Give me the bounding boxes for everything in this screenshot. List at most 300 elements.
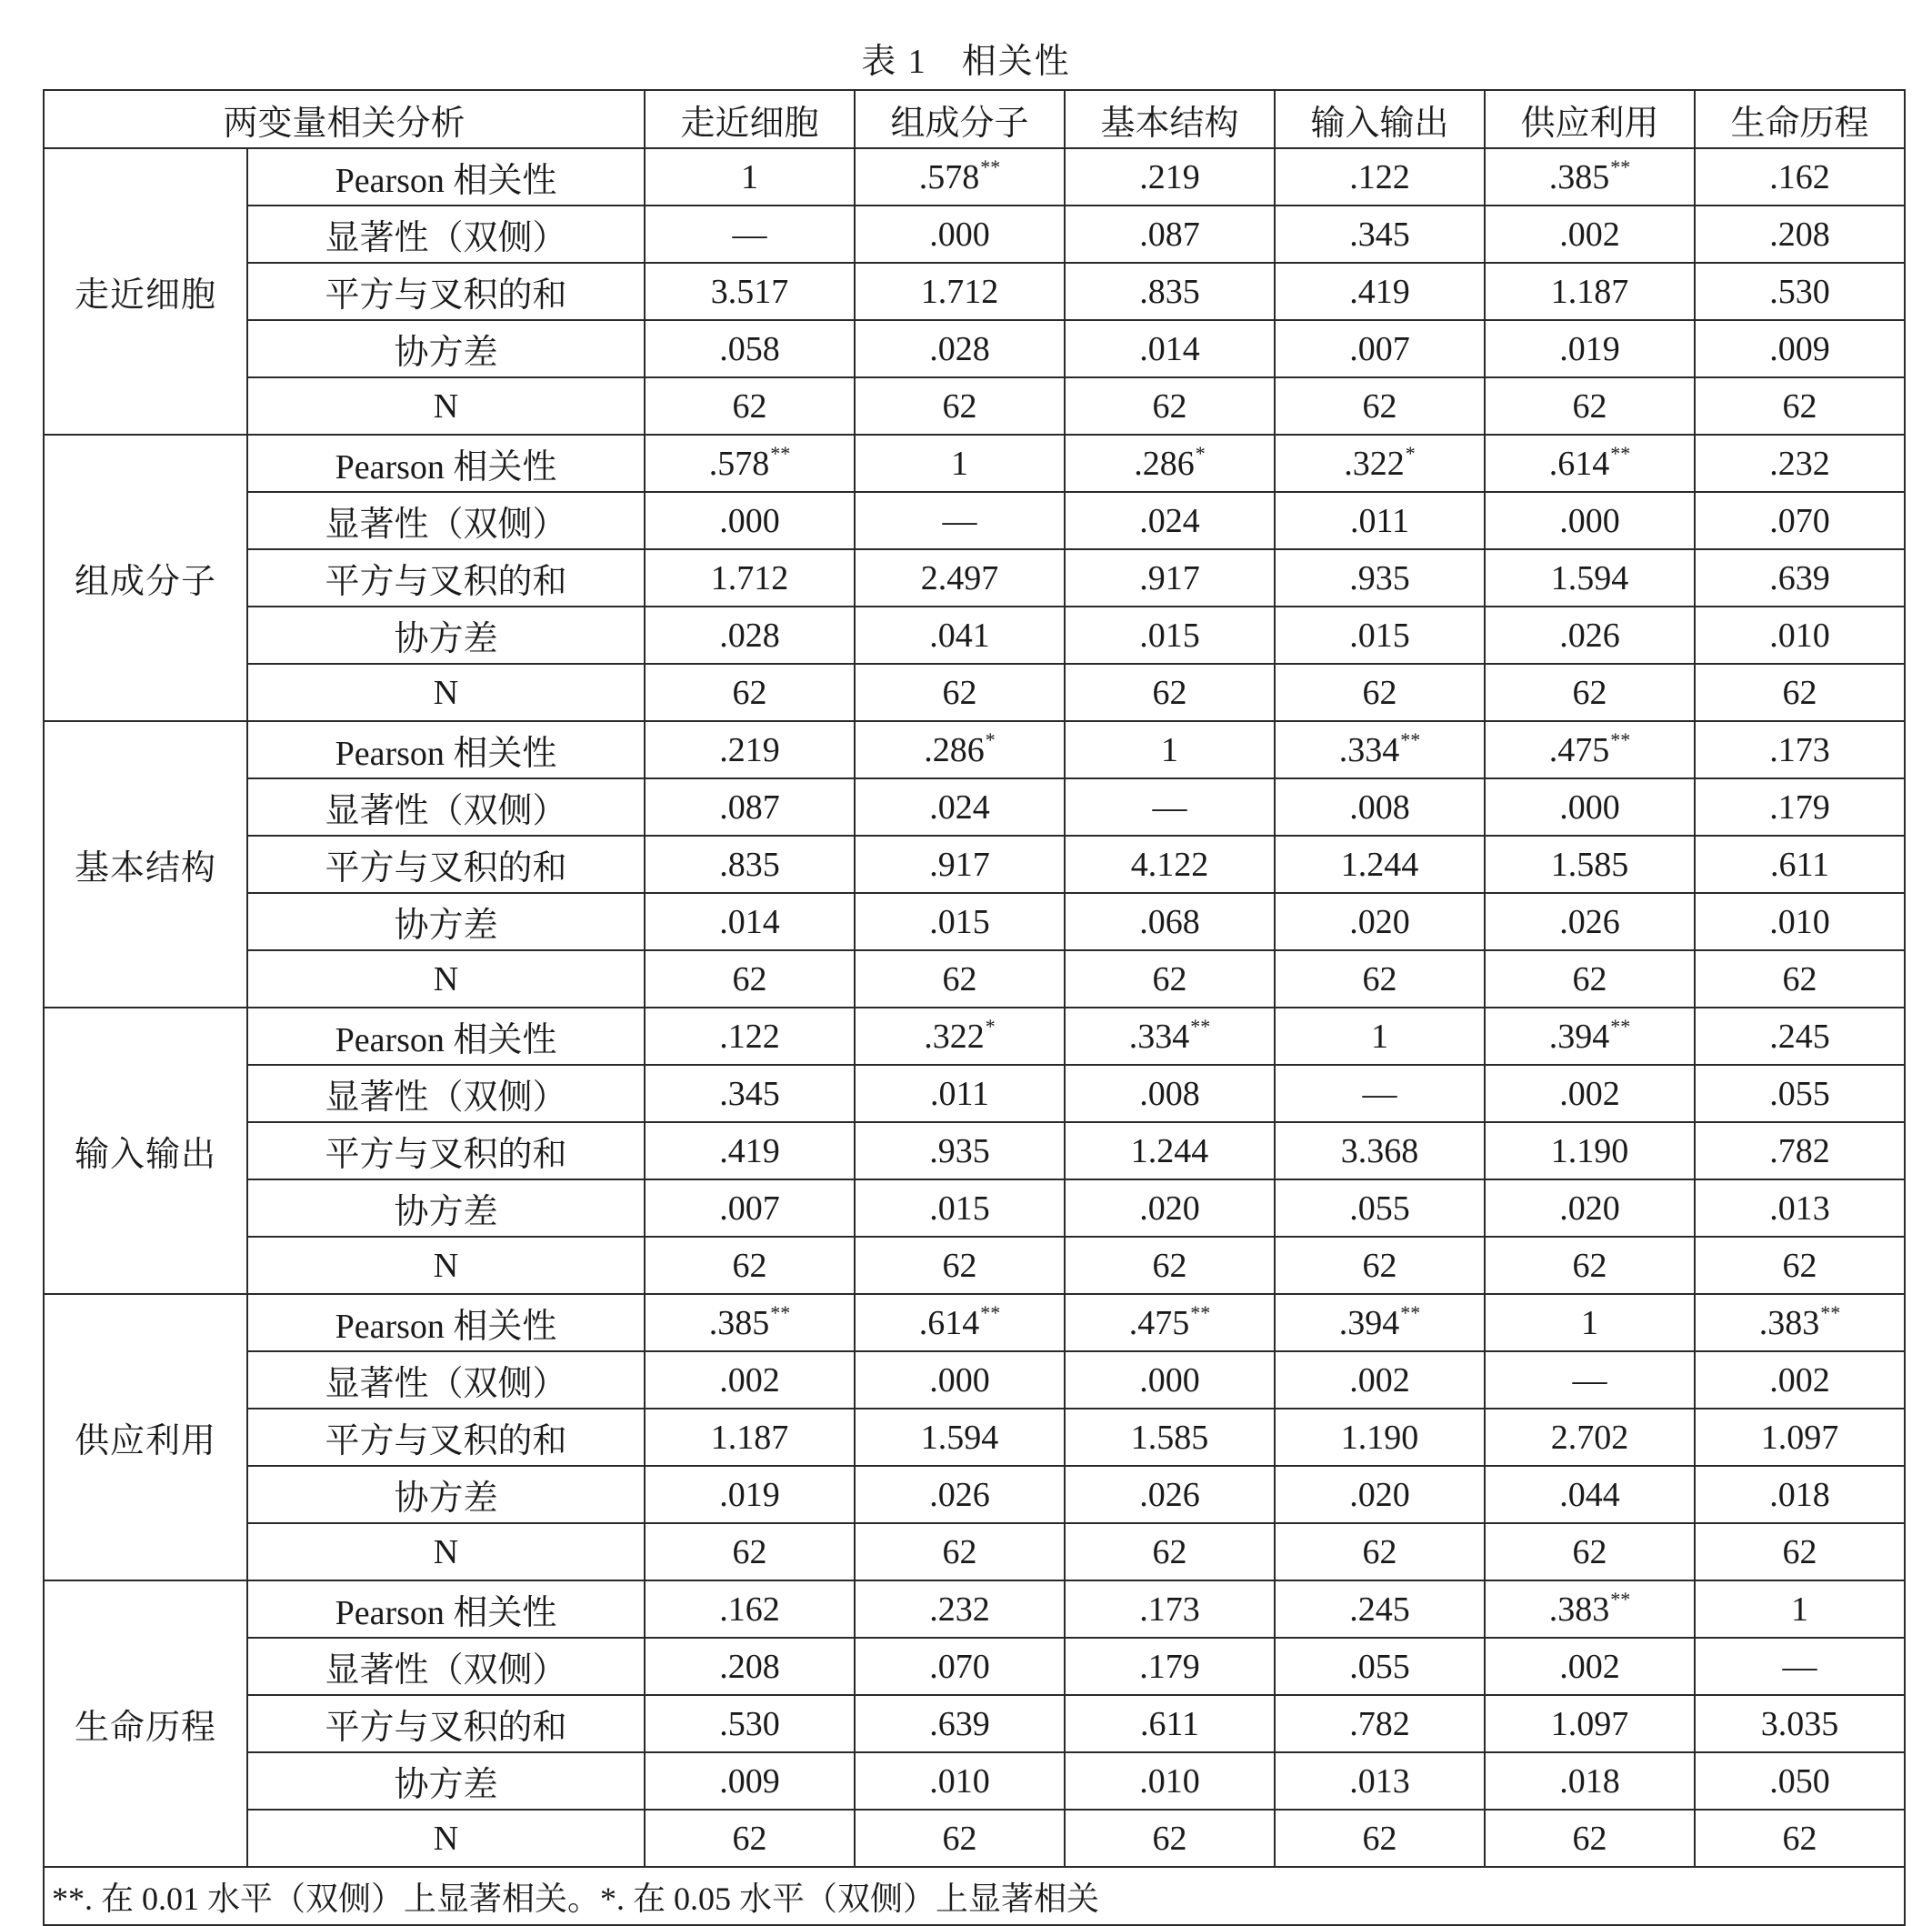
cell-value: 62 bbox=[732, 1532, 767, 1571]
table-row bbox=[44, 1810, 1905, 1867]
table-row bbox=[44, 778, 1905, 836]
column-header: 供应利用 bbox=[1485, 90, 1695, 148]
value-cell bbox=[1065, 492, 1275, 549]
value-cell bbox=[1485, 435, 1695, 492]
value-cell bbox=[855, 950, 1065, 1008]
stat-label: 显著性（双侧） bbox=[247, 206, 645, 263]
cell-value: .010 bbox=[1769, 616, 1830, 655]
value-cell bbox=[1275, 1237, 1485, 1294]
significance-mark: ** bbox=[980, 155, 1001, 178]
stat-label: 协方差 bbox=[247, 893, 645, 950]
value-cell bbox=[1695, 607, 1905, 664]
table-row bbox=[44, 1351, 1905, 1409]
value-cell bbox=[1275, 836, 1485, 893]
cell-value: 62 bbox=[732, 386, 767, 426]
cell-value: .219 bbox=[719, 730, 780, 769]
cell-value: .530 bbox=[719, 1704, 780, 1743]
cell-value: .015 bbox=[929, 902, 990, 941]
cell-value: .026 bbox=[1559, 902, 1620, 941]
value-cell bbox=[1695, 1065, 1905, 1122]
value-cell bbox=[645, 1122, 855, 1179]
cell-value: .009 bbox=[719, 1761, 780, 1801]
value-cell bbox=[855, 1008, 1065, 1065]
value-cell bbox=[1695, 1638, 1905, 1695]
table-row bbox=[44, 950, 1905, 1008]
cell-value: .002 bbox=[1769, 1360, 1830, 1399]
cell-value: .394 bbox=[1548, 1017, 1610, 1056]
value-cell bbox=[1695, 1008, 1905, 1065]
value-cell bbox=[1065, 1065, 1275, 1122]
value-cell bbox=[1485, 1179, 1695, 1237]
value-cell bbox=[855, 664, 1065, 721]
value-cell bbox=[1275, 1810, 1485, 1867]
value-cell bbox=[1485, 1695, 1695, 1752]
cell-value: 62 bbox=[1572, 1819, 1607, 1858]
cell-value: 62 bbox=[1362, 1246, 1397, 1285]
table-row bbox=[44, 836, 1905, 893]
value-cell bbox=[1695, 1580, 1905, 1638]
cell-value: .383 bbox=[1758, 1303, 1820, 1342]
cell-value: .179 bbox=[1139, 1647, 1200, 1686]
value-cell bbox=[1275, 1122, 1485, 1179]
cell-value: 1.712 bbox=[920, 272, 999, 311]
cell-value: .345 bbox=[1349, 215, 1410, 254]
value-cell bbox=[855, 836, 1065, 893]
value-cell bbox=[855, 435, 1065, 492]
cell-value: .179 bbox=[1769, 787, 1830, 827]
value-cell bbox=[1485, 1466, 1695, 1523]
significance-mark: ** bbox=[1190, 1300, 1211, 1324]
value-cell bbox=[1275, 778, 1485, 836]
cell-value: .010 bbox=[1139, 1761, 1200, 1801]
cell-value: .000 bbox=[1139, 1360, 1200, 1399]
value-cell bbox=[1695, 1810, 1905, 1867]
cell-value: 62 bbox=[1152, 673, 1187, 712]
value-cell bbox=[645, 1237, 855, 1294]
cell-value: .383 bbox=[1548, 1590, 1610, 1629]
value-cell bbox=[1065, 435, 1275, 492]
cell-value: .000 bbox=[1559, 787, 1620, 827]
value-cell bbox=[645, 263, 855, 320]
value-cell bbox=[1485, 1810, 1695, 1867]
cell-value: 62 bbox=[1782, 1246, 1817, 1285]
cell-value: 62 bbox=[732, 673, 767, 712]
value-cell bbox=[855, 1122, 1065, 1179]
value-cell bbox=[1485, 1409, 1695, 1466]
value-cell bbox=[855, 1179, 1065, 1237]
stat-label: Pearson 相关性 bbox=[247, 435, 645, 492]
significance-mark: ** bbox=[1400, 1300, 1421, 1324]
cell-value: .011 bbox=[1349, 501, 1410, 540]
value-cell bbox=[1275, 148, 1485, 206]
cell-value: .018 bbox=[1559, 1761, 1620, 1801]
cell-value: .002 bbox=[1559, 1647, 1620, 1686]
value-cell bbox=[855, 1695, 1065, 1752]
value-cell bbox=[1065, 320, 1275, 377]
cell-value: .011 bbox=[929, 1074, 990, 1113]
table-row bbox=[44, 206, 1905, 263]
value-cell bbox=[1485, 1351, 1695, 1409]
stat-label: 协方差 bbox=[247, 1752, 645, 1810]
cell-value: .000 bbox=[1559, 501, 1620, 540]
table-row bbox=[44, 435, 1905, 492]
cell-value: .475 bbox=[1128, 1303, 1190, 1342]
cell-value: .015 bbox=[1349, 616, 1410, 655]
cell-value: .162 bbox=[719, 1590, 780, 1629]
value-cell bbox=[1275, 1065, 1485, 1122]
value-cell bbox=[1695, 1122, 1905, 1179]
value-cell bbox=[1065, 206, 1275, 263]
value-cell bbox=[645, 607, 855, 664]
value-cell bbox=[1485, 1008, 1695, 1065]
value-cell bbox=[1275, 893, 1485, 950]
cell-value: .000 bbox=[929, 215, 990, 254]
value-cell bbox=[1275, 263, 1485, 320]
value-cell bbox=[855, 549, 1065, 607]
cell-value: 1 bbox=[1581, 1303, 1599, 1342]
cell-value: .385 bbox=[708, 1303, 770, 1342]
value-cell bbox=[855, 1237, 1065, 1294]
value-cell bbox=[645, 1008, 855, 1065]
cell-value: 4.122 bbox=[1130, 845, 1209, 884]
cell-value: .419 bbox=[719, 1131, 780, 1170]
cell-value: .419 bbox=[1349, 272, 1410, 311]
cell-value: .055 bbox=[1769, 1074, 1830, 1113]
value-cell bbox=[855, 320, 1065, 377]
cell-value: .530 bbox=[1769, 272, 1830, 311]
value-cell bbox=[1275, 206, 1485, 263]
stat-label: N bbox=[247, 1523, 645, 1580]
cell-value: 62 bbox=[1362, 673, 1397, 712]
value-cell bbox=[1485, 950, 1695, 1008]
cell-value: 62 bbox=[1362, 959, 1397, 998]
value-cell bbox=[645, 1409, 855, 1466]
table-number: 表 1 bbox=[861, 43, 927, 81]
stat-label: 平方与叉积的和 bbox=[247, 549, 645, 607]
value-cell bbox=[1695, 721, 1905, 778]
cell-value: 62 bbox=[732, 959, 767, 998]
cell-value: 1.190 bbox=[1550, 1131, 1629, 1170]
value-cell bbox=[1485, 148, 1695, 206]
value-cell bbox=[645, 206, 855, 263]
cell-value: .002 bbox=[1559, 1074, 1620, 1113]
value-cell bbox=[1695, 206, 1905, 263]
cell-value: .286 bbox=[924, 730, 985, 769]
table-row bbox=[44, 320, 1905, 377]
cell-value: .917 bbox=[1139, 558, 1200, 597]
value-cell bbox=[1275, 1638, 1485, 1695]
cell-value: 1 bbox=[741, 157, 759, 196]
cell-value: .026 bbox=[1559, 616, 1620, 655]
cell-value: .000 bbox=[929, 1360, 990, 1399]
cell-value: 62 bbox=[1572, 1532, 1607, 1571]
value-cell bbox=[1065, 1466, 1275, 1523]
cell-value: 62 bbox=[1572, 673, 1607, 712]
cell-value: 1.712 bbox=[710, 558, 789, 597]
significance-mark: ** bbox=[980, 1300, 1001, 1324]
significance-mark: * bbox=[985, 1014, 996, 1038]
cell-value: 62 bbox=[1152, 1246, 1187, 1285]
value-cell bbox=[1065, 1179, 1275, 1237]
column-header: 组成分子 bbox=[855, 90, 1065, 148]
value-cell bbox=[1485, 1065, 1695, 1122]
cell-value: .835 bbox=[1139, 272, 1200, 311]
stat-label: N bbox=[247, 377, 645, 435]
significance-mark: ** bbox=[1820, 1300, 1841, 1324]
value-cell bbox=[645, 1695, 855, 1752]
cell-value: — bbox=[1152, 787, 1187, 827]
cell-value: 62 bbox=[942, 1532, 977, 1571]
value-cell bbox=[855, 1638, 1065, 1695]
value-cell bbox=[645, 1810, 855, 1867]
cell-value: .639 bbox=[1769, 558, 1830, 597]
value-cell bbox=[855, 1580, 1065, 1638]
group-label: 生命历程 bbox=[44, 1580, 247, 1867]
value-cell bbox=[1485, 492, 1695, 549]
cell-value: .007 bbox=[1349, 329, 1410, 368]
cell-value: .245 bbox=[1769, 1017, 1830, 1056]
value-cell bbox=[1275, 1466, 1485, 1523]
cell-value: .020 bbox=[1559, 1189, 1620, 1228]
value-cell bbox=[1485, 377, 1695, 435]
cell-value: 1.187 bbox=[1550, 272, 1629, 311]
value-cell bbox=[1485, 893, 1695, 950]
value-cell bbox=[1275, 607, 1485, 664]
stat-label: 显著性（双侧） bbox=[247, 492, 645, 549]
cell-value: .122 bbox=[719, 1017, 780, 1056]
cell-value: .010 bbox=[929, 1761, 990, 1801]
value-cell bbox=[1695, 148, 1905, 206]
table-row bbox=[44, 1752, 1905, 1810]
cell-value: .026 bbox=[929, 1475, 990, 1514]
stat-label: N bbox=[247, 1237, 645, 1294]
value-cell bbox=[855, 263, 1065, 320]
cell-value: .044 bbox=[1559, 1475, 1620, 1514]
cell-value: .050 bbox=[1769, 1761, 1830, 1801]
cell-value: 62 bbox=[1572, 959, 1607, 998]
value-cell bbox=[645, 893, 855, 950]
value-cell bbox=[1275, 435, 1485, 492]
value-cell bbox=[1485, 664, 1695, 721]
table-row bbox=[44, 1409, 1905, 1466]
stat-label: 平方与叉积的和 bbox=[247, 836, 645, 893]
table-row bbox=[44, 1122, 1905, 1179]
header-corner: 两变量相关分析 bbox=[44, 90, 645, 148]
cell-value: .219 bbox=[1139, 157, 1200, 196]
cell-value: .639 bbox=[929, 1704, 990, 1743]
cell-value: 62 bbox=[1152, 1819, 1187, 1858]
cell-value: .232 bbox=[929, 1590, 990, 1629]
cell-value: 1.097 bbox=[1760, 1418, 1839, 1457]
stat-label: Pearson 相关性 bbox=[247, 1294, 645, 1351]
cell-value: 62 bbox=[1782, 673, 1817, 712]
cell-value: .232 bbox=[1769, 444, 1830, 483]
cell-value: .000 bbox=[719, 501, 780, 540]
group-label: 组成分子 bbox=[44, 435, 247, 721]
cell-value: 62 bbox=[1362, 1819, 1397, 1858]
significance-mark: ** bbox=[1610, 727, 1631, 751]
value-cell bbox=[1275, 1580, 1485, 1638]
table-row bbox=[44, 893, 1905, 950]
cell-value: .070 bbox=[1769, 501, 1830, 540]
value-cell bbox=[1695, 492, 1905, 549]
cell-value: .334 bbox=[1128, 1017, 1190, 1056]
stat-label: 平方与叉积的和 bbox=[247, 1122, 645, 1179]
value-cell bbox=[1695, 1179, 1905, 1237]
value-cell bbox=[1065, 721, 1275, 778]
value-cell bbox=[855, 1294, 1065, 1351]
value-cell bbox=[645, 778, 855, 836]
value-cell bbox=[1065, 1523, 1275, 1580]
table-row bbox=[44, 1638, 1905, 1695]
column-header: 基本结构 bbox=[1065, 90, 1275, 148]
value-cell bbox=[645, 320, 855, 377]
value-cell bbox=[645, 1523, 855, 1580]
value-cell bbox=[1065, 148, 1275, 206]
cell-value: 62 bbox=[1362, 1532, 1397, 1571]
table-row bbox=[44, 148, 1905, 206]
value-cell bbox=[645, 1294, 855, 1351]
cell-value: 1 bbox=[1791, 1590, 1809, 1629]
cell-value: 62 bbox=[1572, 386, 1607, 426]
cell-value: 1.244 bbox=[1130, 1131, 1209, 1170]
cell-value: 1 bbox=[1161, 730, 1179, 769]
value-cell bbox=[1695, 320, 1905, 377]
table-caption bbox=[0, 33, 1932, 83]
value-cell bbox=[645, 1580, 855, 1638]
stat-label: N bbox=[247, 1810, 645, 1867]
cell-value: .020 bbox=[1349, 902, 1410, 941]
value-cell bbox=[1695, 893, 1905, 950]
value-cell bbox=[1695, 1409, 1905, 1466]
value-cell bbox=[1275, 320, 1485, 377]
cell-value: .286 bbox=[1134, 444, 1195, 483]
column-header: 输入输出 bbox=[1275, 90, 1485, 148]
value-cell bbox=[1065, 1351, 1275, 1409]
value-cell bbox=[1275, 1351, 1485, 1409]
value-cell bbox=[855, 778, 1065, 836]
cell-value: 62 bbox=[1152, 1532, 1187, 1571]
cell-value: 62 bbox=[1782, 1819, 1817, 1858]
cell-value: .162 bbox=[1769, 157, 1830, 196]
header-row bbox=[44, 90, 1905, 148]
value-cell bbox=[645, 1065, 855, 1122]
cell-value: .394 bbox=[1338, 1303, 1400, 1342]
group-label: 走近细胞 bbox=[44, 148, 247, 435]
cell-value: — bbox=[1782, 1647, 1817, 1686]
cell-value: 62 bbox=[1152, 386, 1187, 426]
value-cell bbox=[1275, 492, 1485, 549]
value-cell bbox=[1695, 664, 1905, 721]
value-cell bbox=[1065, 1409, 1275, 1466]
table-row bbox=[44, 492, 1905, 549]
cell-value: 62 bbox=[942, 959, 977, 998]
cell-value: .611 bbox=[1139, 1704, 1200, 1743]
cell-value: 2.702 bbox=[1550, 1418, 1629, 1457]
stat-label: 平方与叉积的和 bbox=[247, 1695, 645, 1752]
cell-value: .020 bbox=[1139, 1189, 1200, 1228]
cell-value: .614 bbox=[1548, 444, 1610, 483]
table-title: 相关性 bbox=[961, 43, 1071, 81]
cell-value: 1 bbox=[951, 444, 969, 483]
stat-label: 显著性（双侧） bbox=[247, 1065, 645, 1122]
cell-value: .322 bbox=[1344, 444, 1405, 483]
cell-value: 62 bbox=[942, 1819, 977, 1858]
value-cell bbox=[1065, 607, 1275, 664]
footnote-row bbox=[44, 1867, 1905, 1925]
cell-value: .013 bbox=[1769, 1189, 1830, 1228]
value-cell bbox=[1485, 549, 1695, 607]
table-row bbox=[44, 1008, 1905, 1065]
cell-value: 1 bbox=[1371, 1017, 1389, 1056]
cell-value: .614 bbox=[918, 1303, 980, 1342]
value-cell bbox=[1275, 1179, 1485, 1237]
value-cell bbox=[855, 893, 1065, 950]
cell-value: 62 bbox=[942, 386, 977, 426]
cell-value: 1.190 bbox=[1340, 1418, 1419, 1457]
cell-value: .018 bbox=[1769, 1475, 1830, 1514]
value-cell bbox=[645, 492, 855, 549]
cell-value: .041 bbox=[929, 616, 990, 655]
value-cell bbox=[1695, 549, 1905, 607]
value-cell bbox=[645, 1179, 855, 1237]
stat-label: 协方差 bbox=[247, 1179, 645, 1237]
cell-value: .019 bbox=[1559, 329, 1620, 368]
cell-value: — bbox=[1362, 1074, 1397, 1113]
stat-label: N bbox=[247, 950, 645, 1008]
stat-label: 协方差 bbox=[247, 1466, 645, 1523]
value-cell bbox=[1275, 950, 1485, 1008]
group-label: 输入输出 bbox=[44, 1008, 247, 1294]
value-cell bbox=[1065, 1695, 1275, 1752]
value-cell bbox=[1485, 1122, 1695, 1179]
cell-value: 62 bbox=[732, 1246, 767, 1285]
cell-value: 62 bbox=[732, 1819, 767, 1858]
cell-value: .008 bbox=[1139, 1074, 1200, 1113]
value-cell bbox=[855, 1466, 1065, 1523]
cell-value: .322 bbox=[924, 1017, 985, 1056]
cell-value: .007 bbox=[719, 1189, 780, 1228]
cell-value: .345 bbox=[719, 1074, 780, 1113]
cell-value: .835 bbox=[719, 845, 780, 884]
significance-mark: * bbox=[1195, 441, 1206, 465]
cell-value: 1.187 bbox=[710, 1418, 789, 1457]
value-cell bbox=[1485, 836, 1695, 893]
cell-value: .782 bbox=[1769, 1131, 1830, 1170]
value-cell bbox=[1065, 1638, 1275, 1695]
cell-value: .087 bbox=[1139, 215, 1200, 254]
significance-mark: ** bbox=[1610, 1587, 1631, 1610]
value-cell bbox=[1275, 1008, 1485, 1065]
value-cell bbox=[1065, 1580, 1275, 1638]
value-cell bbox=[1275, 664, 1485, 721]
cell-value: .026 bbox=[1139, 1475, 1200, 1514]
cell-value: .013 bbox=[1349, 1761, 1410, 1801]
value-cell bbox=[1065, 263, 1275, 320]
group-label: 供应利用 bbox=[44, 1294, 247, 1580]
cell-value: .385 bbox=[1548, 157, 1610, 196]
cell-value: — bbox=[1572, 1360, 1607, 1399]
significance-mark: ** bbox=[1610, 441, 1631, 465]
cell-value: .782 bbox=[1349, 1704, 1410, 1743]
cell-value: .028 bbox=[719, 616, 780, 655]
value-cell bbox=[1065, 1237, 1275, 1294]
value-cell bbox=[645, 836, 855, 893]
cell-value: .055 bbox=[1349, 1647, 1410, 1686]
table-row bbox=[44, 607, 1905, 664]
value-cell bbox=[1485, 263, 1695, 320]
cell-value: .055 bbox=[1349, 1189, 1410, 1228]
